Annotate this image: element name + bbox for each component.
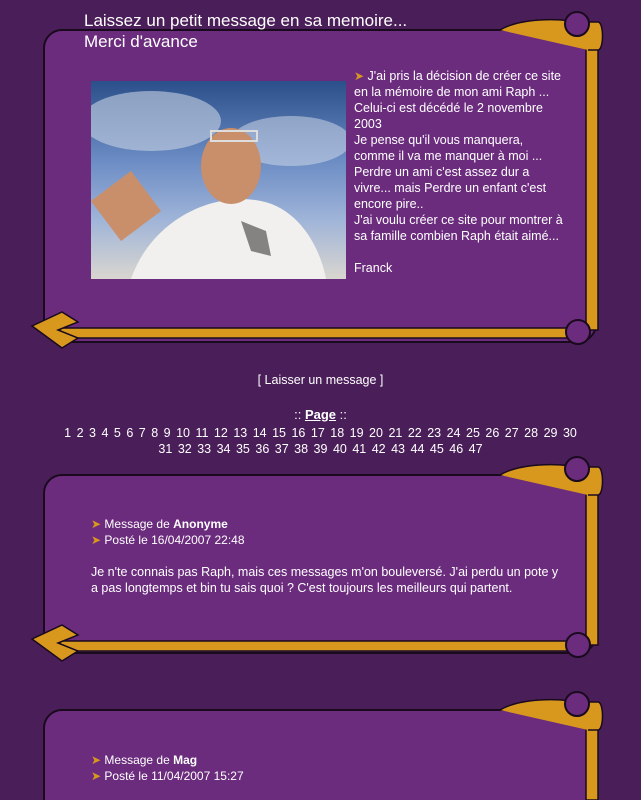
intro-paragraph: Perdre un ami c'est assez dur a vivre... mais Perdre un enfant c'est encore pire.. — [354, 165, 547, 211]
page-link[interactable]: 47 — [468, 442, 483, 456]
page-link[interactable]: 1 — [64, 426, 72, 440]
intro-panel — [0, 0, 641, 360]
page-link[interactable]: 23 — [427, 426, 442, 440]
page-link[interactable]: 42 — [371, 442, 386, 456]
page-link[interactable]: 33 — [197, 442, 212, 456]
arrow-bullet-icon: ➤ — [91, 517, 102, 531]
message-date: Posté le 16/04/2007 22:48 — [104, 533, 245, 547]
page-link[interactable]: 40 — [332, 442, 347, 456]
intro-paragraph: ➤ J'ai pris la décision de créer ce site en la mémoire de mon ami Raph ... Celui-ci est décédé le 2 novembre 2003 — [354, 69, 561, 131]
page-link[interactable]: 26 — [485, 426, 500, 440]
page-link[interactable]: 46 — [449, 442, 464, 456]
message-meta: ➤ Message de Anonyme ➤ Posté le 16/04/2007 22:48 — [91, 517, 245, 547]
page-link[interactable]: 10 — [176, 426, 190, 440]
page-link[interactable]: 2 — [76, 426, 84, 440]
page-link[interactable]: 18 — [330, 426, 345, 440]
page-link[interactable]: 22 — [407, 426, 422, 440]
page-link[interactable]: 21 — [388, 426, 403, 440]
page-link[interactable]: 17 — [310, 426, 325, 440]
page-link[interactable]: 34 — [216, 442, 231, 456]
arrow-bullet-icon: ➤ — [91, 769, 102, 783]
page-link[interactable]: 27 — [504, 426, 519, 440]
message-panel — [0, 690, 641, 800]
page-link[interactable]: 45 — [429, 442, 444, 456]
message-panel — [0, 455, 641, 675]
intro-signature: Franck — [354, 261, 393, 275]
page-title-line1: Laissez un petit message en sa memoire... — [84, 11, 408, 30]
page-link[interactable]: 24 — [446, 426, 461, 440]
memorial-photo — [91, 81, 346, 279]
page-link[interactable]: 25 — [466, 426, 480, 440]
page-link[interactable]: 41 — [352, 442, 367, 456]
page-link[interactable]: 36 — [255, 442, 270, 456]
page-link[interactable]: 14 — [252, 426, 267, 440]
page-link[interactable]: 39 — [313, 442, 328, 456]
page-link[interactable]: 20 — [369, 426, 383, 440]
message-author: Anonyme — [173, 517, 228, 531]
page-link[interactable]: 19 — [349, 426, 364, 440]
page-link[interactable]: 3 — [89, 426, 96, 440]
pager-label: :: Page :: — [294, 407, 347, 422]
page-link[interactable]: 9 — [163, 426, 171, 440]
page-link[interactable]: 11 — [195, 426, 209, 440]
page-link[interactable]: 15 — [272, 426, 286, 440]
page-link[interactable]: 8 — [151, 426, 159, 440]
page-title-line2: Merci d'avance — [84, 32, 198, 51]
page-link[interactable]: 7 — [138, 426, 146, 440]
pager-title: Page — [304, 407, 337, 422]
page-link[interactable]: 38 — [294, 442, 309, 456]
page-link[interactable]: 12 — [213, 426, 228, 440]
message-body: Je n'te connais pas Raph, mais ces messages m'on bouleversé. J'ai perdu un pote y a pas longtemps et bin tu sais quoi ? C'est toujours les meilleurs qui partent. — [91, 565, 559, 595]
page-link[interactable]: 29 — [543, 426, 558, 440]
page-title — [84, 10, 407, 52]
page-link[interactable]: 6 — [126, 426, 134, 440]
message-meta: ➤ Message de Mag ➤ Posté le 11/04/2007 15:27 — [91, 753, 244, 783]
page-link[interactable]: 37 — [274, 442, 289, 456]
leave-message-link[interactable]: [ Laisser un message ] — [257, 373, 384, 387]
page-link[interactable]: 16 — [291, 426, 306, 440]
message-date: Posté le 11/04/2007 15:27 — [104, 769, 244, 783]
page-link[interactable]: 5 — [113, 426, 121, 440]
page-link[interactable]: 4 — [101, 426, 109, 440]
page-link[interactable]: 30 — [562, 426, 577, 440]
intro-paragraph: J'ai voulu créer ce site pour montrer à sa famille combien Raph était aimé... — [354, 213, 563, 243]
arrow-bullet-icon: ➤ — [91, 753, 102, 767]
photo-illustration — [91, 81, 346, 279]
message-author: Mag — [173, 753, 198, 767]
page-link[interactable]: 35 — [235, 442, 250, 456]
page-link[interactable]: 43 — [391, 442, 406, 456]
page-link[interactable]: 28 — [524, 426, 539, 440]
intro-paragraph: Je pense qu'il vous manquera, comme il va me manquer à moi ... — [354, 133, 543, 163]
page-link[interactable]: 13 — [233, 426, 248, 440]
page-link[interactable]: 44 — [410, 442, 425, 456]
page-link[interactable]: 31 — [158, 442, 173, 456]
arrow-bullet-icon: ➤ — [91, 533, 102, 547]
pager-row-1 — [0, 425, 641, 441]
intro-text — [354, 68, 564, 276]
arrow-bullet-icon: ➤ — [354, 69, 365, 83]
page-link[interactable]: 32 — [177, 442, 192, 456]
